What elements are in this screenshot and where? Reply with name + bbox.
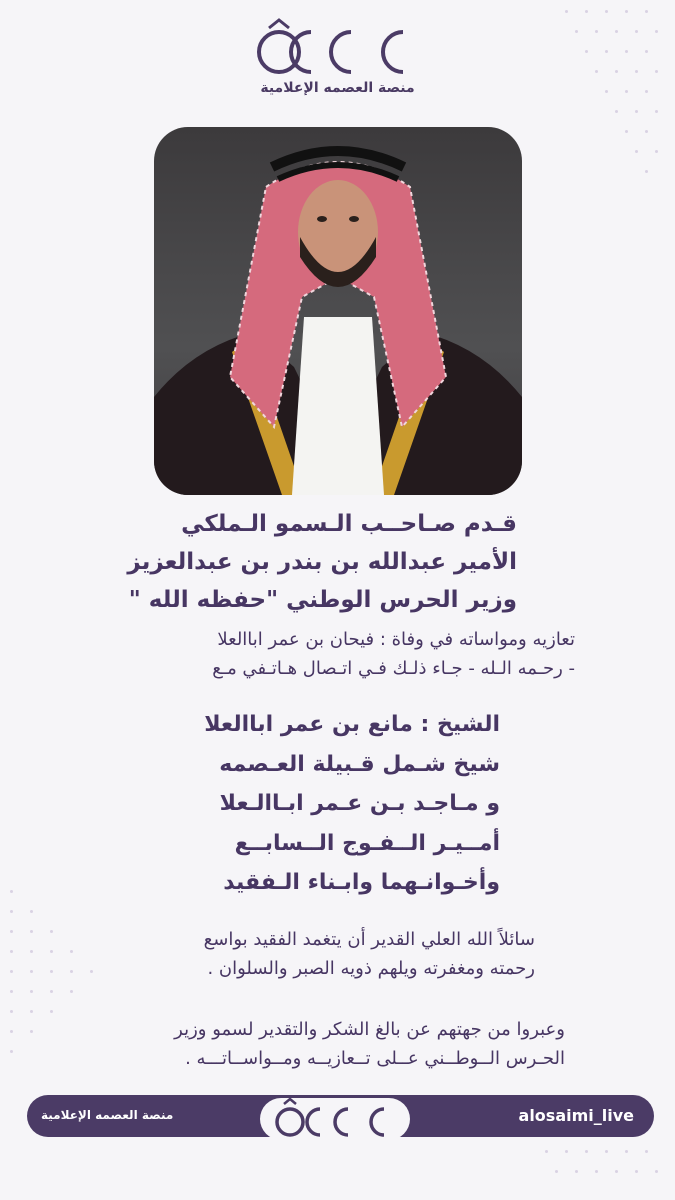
footer-brand: منصة العصمه الإعلامية <box>41 1108 174 1122</box>
dot-pattern-bottom-right <box>535 1140 675 1200</box>
names-block <box>204 705 500 903</box>
title-line: الأمير عبدالله بن بندر بن عبدالعزيز <box>127 549 517 575</box>
names-line: شيخ شـمل قـبيلة العـصمه <box>219 751 500 777</box>
dot-pattern-bottom-left <box>0 880 120 1090</box>
top-logo <box>0 18 675 96</box>
title-block <box>127 505 517 619</box>
prayer-line: رحمته ومغفرته ويلهم ذويه الصبر والسلوان . <box>207 958 535 979</box>
thanks-line: وعبروا من جهتهم عن بالغ الشكر والتقدير لسمو وزير <box>174 1019 565 1040</box>
brand-logo-icon <box>253 18 423 76</box>
title-line: قـدم صـاحــب الـسمو الـملكي <box>181 511 517 537</box>
brand-logo-icon <box>260 1094 410 1140</box>
names-line: و مـاجـد بـن عـمر ابـاالـعلا <box>219 791 500 816</box>
names-line: الشيخ : مانع بن عمر اباالعلا <box>204 712 500 737</box>
prayer-line: سائلاً الله العلي القدير أن يتغمد الفقيد بواسع <box>203 929 535 950</box>
footer-logo <box>260 1094 410 1144</box>
names-line: أمــيـر الــفـوج الــسابــع <box>234 830 500 856</box>
thanks-line: الحـرس الــوطــني عــلى تــعازيــه ومــواســاتـــه . <box>185 1048 565 1069</box>
thanks-text <box>174 1015 565 1073</box>
portrait-photo <box>154 127 522 495</box>
names-line: وأخـوانـهما وابـناء الـفقيد <box>223 870 500 895</box>
message-line: - رحـمه الـله - جـاء ذلـك فـي اتـصال هـاتـفي مـع <box>212 658 575 679</box>
social-handle[interactable]: alosaimi_live <box>518 1106 634 1125</box>
message-line: تعازيه ومواساته في وفاة : فيحان بن عمر اباالعلا <box>217 629 575 650</box>
title-line: وزير الحرس الوطني "حفظه الله " <box>128 587 517 613</box>
prayer-text <box>204 925 535 983</box>
condolence-message <box>212 625 575 683</box>
brand-caption: منصة العصمه الإعلامية <box>260 80 415 96</box>
